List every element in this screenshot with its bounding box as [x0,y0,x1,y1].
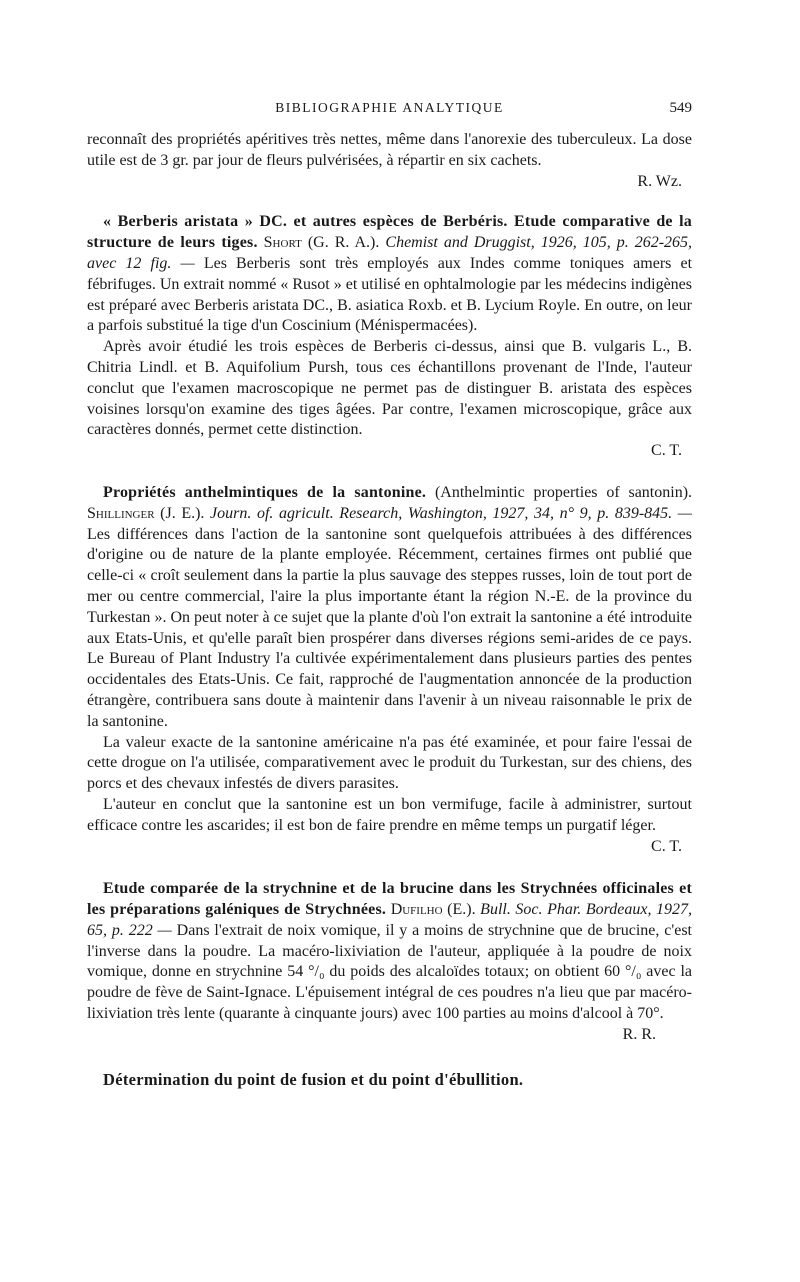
entry-author-initials: (G. R. A.). [307,234,380,252]
abstract-paragraph [87,733,692,795]
entry-title: Etude comparée de la strychnine et de la brucine dans les Strychnées officinales et les préparations galéniques de Strychnées. [87,880,692,919]
abstract-entry-berberis [87,212,692,462]
abstract-entry-strychnine [87,879,692,1045]
abstract-entry-santonine [87,483,692,857]
entry-citation: Chemist and Druggist, 1926, 105, p. 262-265, avec 12 fig. — [87,234,693,272]
entry-title: Propriétés anthelmintiques de la santonine. [103,483,427,501]
reviewer-signature: R. R. [622,1025,656,1043]
abstract-heading [87,1070,692,1092]
abstract-text: Les différences dans l'action de la santonine sont quelquefois attribuées à des différences d'origine ou de nature de la plante employée. Récemment, certaines firmes ont publié que celle-ci « croît seulement dans la partie la plus sauvage des steppes russes, loin de tout port de mer ou centre commercial, l'aire la plus importante étant la région N.-E. de la province du Turkestan ». On peut noter à ce sujet que la plante d'où l'on extrait la santonine a été introduite aux Etats-Unis, et qu'elle paraît bien prospérer dans diverses régions semi-arides de ce pays. Le Bureau of Plant Industry l'a cultivée expérimentalement dans plusieurs parties des pentes occidentales des Etats-Unis. Ce fait, rapproché de l'augmentation annoncée de la production étrangère, contribuera sans doute à maintenir dans l'avenir à un niveau raisonnable le prix de la santonine. [87,525,692,730]
entry-author: Shillinger [87,504,155,522]
page-number: 549 [669,100,692,116]
reviewer-signature: R. Wz. [637,172,682,190]
abstract-heading [87,483,692,733]
abstract-heading [87,879,692,1025]
abstract-paragraph [87,795,692,837]
abstract-paragraph [87,337,692,441]
abstract-text: Dans l'extrait de noix vomique, il y a moins de strychnine que de brucine, c'est l'inverse dans la poudre. La macéro-lixiviation de l'auteur, appliquée à la poudre de noix vomique, donne en strychnine 54 °/₀ du poids des alcaloïdes totaux; on obtient 60 °/₀ avec la poudre de fève de Saint-Ignace. L'épuisement intégral de ces poudres n'a lieu que par macéro-lixiviation très lente (quarante à cinquante jours) avec 100 parties au moins d'alcool à 70°. [87,921,693,1023]
abstract-text: reconnaît des propriétés apéritives très nettes, même dans l'anorexie des tuberculeux. La dose utile est de 3 gr. par jour de fleurs pulvérisées, à répartir en six cachets. [87,131,692,169]
entry-author-initials: (E.). [447,901,476,919]
abstract-text: La valeur exacte de la santonine américaine n'a pas été examinée, et pour faire l'essai de cette drogue on l'a utilisée, comparativement avec le produit du Turkestan, sur des chiens, des porcs et des chevaux infestés de divers parasites. [87,733,692,793]
reviewer-signature: C. T. [651,442,682,460]
abstract-text: L'auteur en conclut que la santonine est un bon vermifuge, facile à administrer, surtout efficace contre les ascarides; il est bon de faire prendre en même temps un purgatif léger. [87,795,692,834]
abstract-entry-continuation [87,130,692,192]
entry-author: Short [263,234,302,252]
entry-subtitle: (Anthelmintic properties of santonin). [434,483,693,501]
reviewer-signature: C. T. [651,837,682,855]
entry-author: Dufilho [390,901,443,919]
entry-title: Détermination du point de fusion et du point d'ébullition. [103,1069,524,1089]
abstract-entry-determination [87,1070,692,1092]
document-page [87,100,692,1091]
abstract-text: Après avoir étudié les trois espèces de Berberis ci-dessus, ainsi que B. vulgaris L., B. Chitria Lindl. et B. Aquifolium Pursh, tous ces échantillons provenant de l'Inde, l'auteur conclut que l'examen macroscopique ne permet pas de distinguer B. aristata des espèces voisines lorsqu'on examine des tiges âgées. Par contre, l'examen microscopique, grâce aux caractères donnés, permet cette distinction. [87,338,692,439]
entry-citation: Bull. Soc. Phar. Bordeaux, 1927, 65, p. 222 — [87,901,693,939]
entry-author-initials: (J. E.). [160,504,205,522]
running-head [87,100,692,130]
entry-citation: Journ. of. agricult. Research, Washington, 1927, 34, n° 9, p. 839-845. — [210,504,693,522]
running-title: BIBLIOGRAPHIE ANALYTIQUE [275,100,504,115]
abstract-text: Les Berberis sont très employés aux Indes comme toniques amers et fébrifuges. Un extrait nommé « Rusot » et utilisé en ophtalmologie par les médecins indigènes est préparé avec Berberis aristata DC., B. asiatica Roxb. et B. Lycium Royle. En outre, on leur a parfois substitué la tige d'un Coscinium (Ménispermacées). [87,254,693,335]
abstract-paragraph [87,130,692,172]
entry-title: « Berberis aristata » DC. et autres espèces de Berbéris. Etude comparative de la structure de leurs tiges. [87,213,692,252]
abstract-heading [87,212,692,337]
